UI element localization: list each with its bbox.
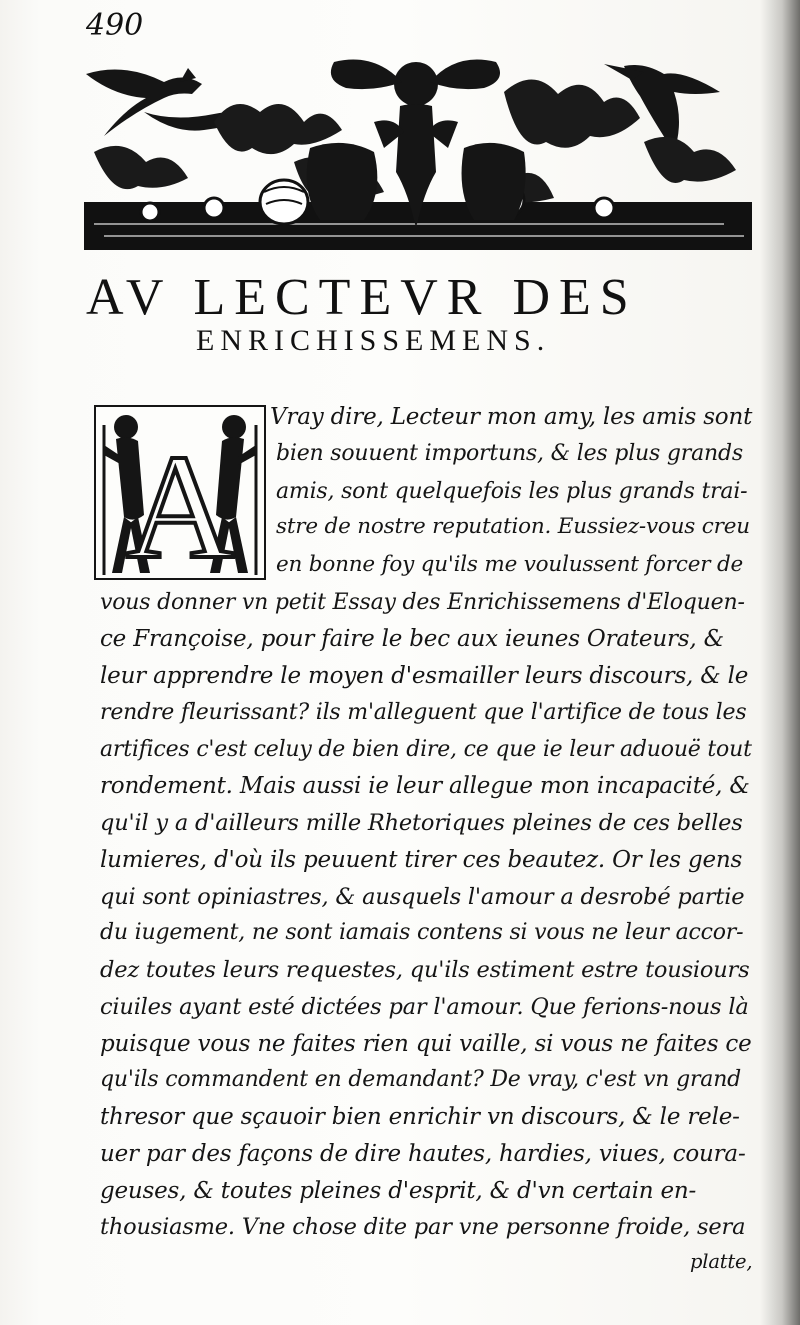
drop-cap-letter: A (125, 424, 235, 580)
text-line: thousiasme. Vne chose dite par vne personne froide, sera (100, 1214, 746, 1240)
text-line: puisque vous ne faites rien qui vaille, si vous ne faites ce (100, 1031, 752, 1057)
text-line: ciuiles ayant esté dictées par l'amour. Que ferions-nous là (100, 994, 749, 1020)
text-line: Vray dire, Lecteur mon amy, les amis sont (270, 404, 753, 430)
decorated-initial (94, 405, 266, 580)
title-line-2: ENRICHISSEMENS. (196, 324, 551, 357)
text-line: rondement. Mais aussi ie leur allegue mon incapacité, & (100, 773, 750, 799)
woodcut-headpiece-ornament (84, 52, 752, 250)
text-line: qu'ils commandent en demandant? De vray, c'est vn grand (100, 1067, 742, 1092)
text-line: amis, sont quelquefois les plus grands trai- (276, 479, 748, 504)
text-line: en bonne foy qu'ils me voulussent forcer de (276, 552, 744, 577)
text-line: ce Françoise, pour faire le bec aux ieunes Orateurs, & (100, 626, 724, 652)
text-line: bien souuent importuns, & les plus grands (276, 441, 743, 466)
text-line: artifices c'est celuy de bien dire, ce que ie leur aduouë tout (100, 737, 752, 762)
text-line: uer par des façons de dire hautes, hardies, viues, coura- (100, 1141, 746, 1167)
text-line: platte, (690, 1250, 753, 1273)
text-line: geuses, & toutes pleines d'esprit, & d'vn certain en- (100, 1178, 697, 1204)
title-line-1: AV LECTEVR DES (86, 269, 638, 326)
text-line: lumieres, d'où ils peuuent tirer ces beautez. Or les gens (100, 847, 743, 873)
text-line: vous donner vn petit Essay des Enrichissemens d'Eloquen- (100, 590, 745, 615)
text-line: qu'il y a d'ailleurs mille Rhetoriques pleines de ces belles (100, 810, 743, 836)
text-line: leur apprendre le moyen d'esmailler leurs discours, & le (100, 663, 749, 689)
text-line: thresor que sçauoir bien enrichir vn discours, & le rele- (100, 1104, 740, 1130)
text-line: rendre fleurissant? ils m'alleguent que l'artifice de tous les (100, 700, 747, 725)
text-line: qui sont opiniastres, & ausquels l'amour a desrobé partie (100, 884, 745, 910)
text-line: dez toutes leurs requestes, qu'ils estiment estre tousiours (100, 957, 750, 983)
text-line: du iugement, ne sont iamais contens si vous ne leur accor- (100, 920, 744, 945)
text-line: stre de nostre reputation. Eussiez-vous creu (276, 514, 750, 539)
page-number: 490 (86, 8, 144, 43)
